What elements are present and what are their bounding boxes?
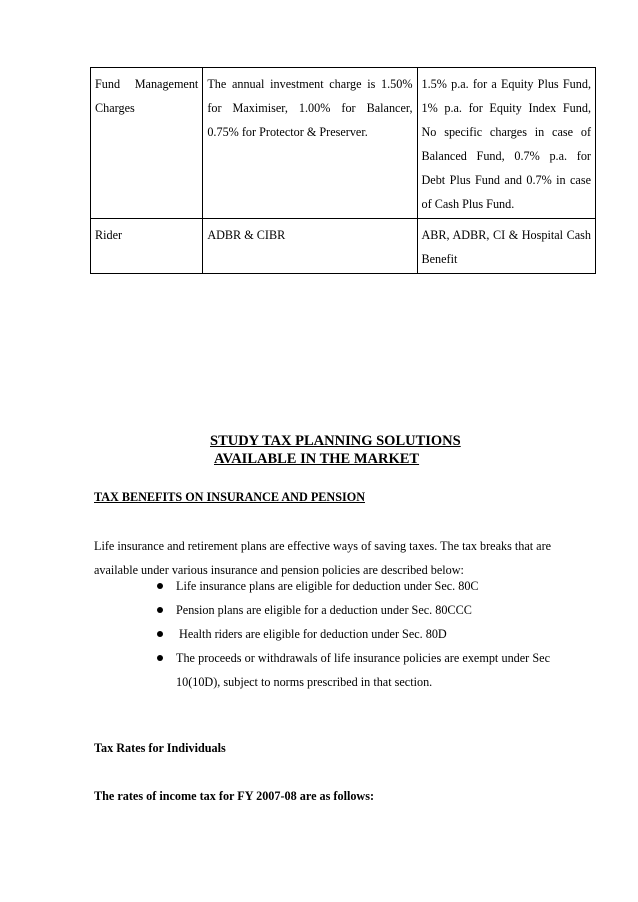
- bullet-icon: [157, 631, 163, 637]
- bullet-icon: [157, 607, 163, 613]
- rates-intro: The rates of income tax for FY 2007-08 are as follows:: [94, 789, 375, 803]
- cell-col2: The annual investment charge is 1.50% for Maximiser, 1.00% for Balancer, 0.75% for Protector & Preserver.: [203, 68, 417, 219]
- list-item: Health riders are eligible for deduction under Sec. 80D: [150, 622, 550, 646]
- bullet-icon: [157, 583, 163, 589]
- cell-col3: 1.5% p.a. for a Equity Plus Fund, 1% p.a. for Equity Index Fund, No specific charges in case of Balanced Fund, 0.7% p.a. for Debt Plus Fund and 0.7% in case of Cash Plus Fund.: [417, 68, 596, 219]
- tax-benefits-subheading: TAX BENEFITS ON INSURANCE AND PENSION: [94, 490, 365, 504]
- list-item: Pension plans are eligible for a deduction under Sec. 80CCC: [150, 598, 550, 622]
- benefits-list: [150, 574, 550, 694]
- row-label: Rider: [91, 219, 203, 274]
- list-item: The proceeds or withdrawals of life insurance policies are exempt under Sec 10(10D), subject to norms prescribed in that section.: [150, 646, 550, 694]
- section-title-line1: STUDY TAX PLANNING SOLUTIONS: [210, 433, 461, 449]
- table-row: [91, 219, 596, 274]
- cell-col3: ABR, ADBR, CI & Hospital Cash Benefit: [417, 219, 596, 274]
- tax-rates-heading: Tax Rates for Individuals: [94, 741, 226, 755]
- table-row: [91, 68, 596, 219]
- section-title-line2: AVAILABLE IN THE MARKET: [214, 451, 420, 467]
- intro-paragraph: Life insurance and retirement plans are effective ways of saving taxes. The tax breaks that are available under various insurance and pension policies are described below:: [94, 539, 552, 577]
- list-item: Life insurance plans are eligible for deduction under Sec. 80C: [150, 574, 550, 598]
- row-label: Fund Management Charges: [91, 68, 203, 219]
- cell-col2: ADBR & CIBR: [203, 219, 417, 274]
- bullet-icon: [157, 655, 163, 661]
- comparison-table: [90, 67, 596, 274]
